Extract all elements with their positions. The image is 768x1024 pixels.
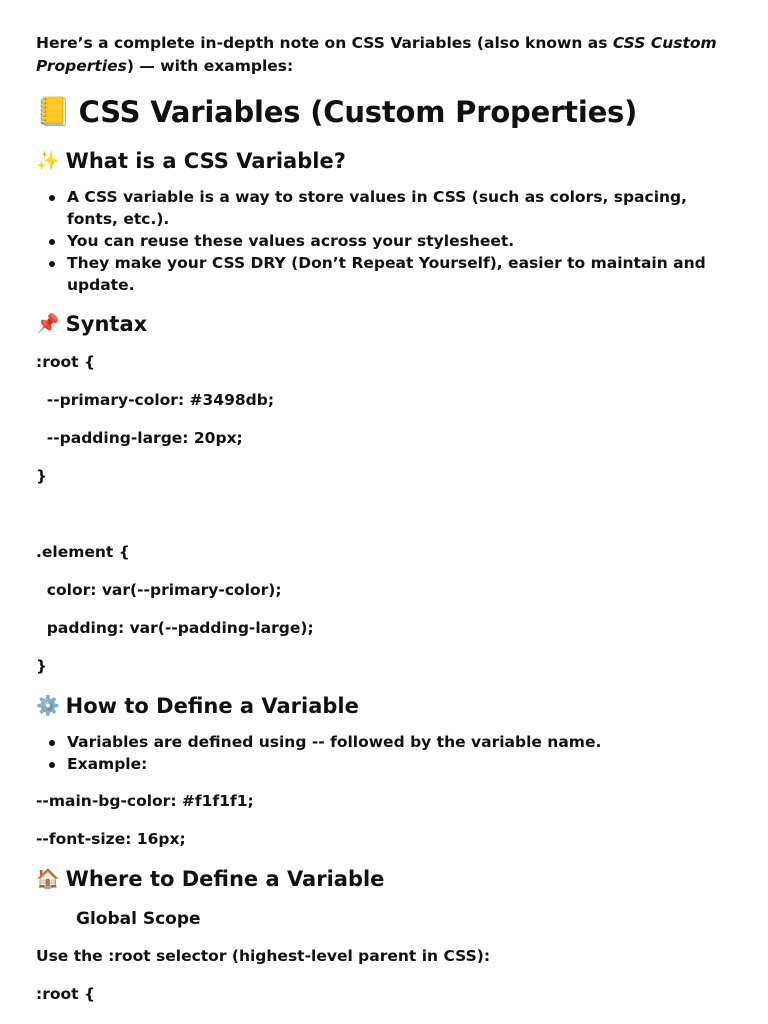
code-line-blank	[36, 503, 736, 525]
document-page	[36, 32, 736, 1005]
list-item: You can reuse these values across your stylesheet.	[67, 230, 736, 252]
list-item: A CSS variable is a way to store values in CSS (such as colors, spacing, fonts, etc.).	[67, 186, 736, 230]
intro-text-end: ) — with examples:	[126, 57, 294, 75]
code-line: :root {	[36, 985, 95, 1003]
code-line: --primary-color: #3498db;	[36, 391, 275, 409]
code-line: color: var(--primary-color);	[36, 581, 282, 599]
code-line: --font-size: 16px;	[36, 830, 186, 848]
section-heading-define	[36, 691, 736, 721]
section-heading-syntax-text: Syntax	[65, 312, 148, 336]
section-heading-where-text: Where to Define a Variable	[65, 867, 385, 891]
intro-paragraph	[36, 32, 736, 78]
page-title	[36, 92, 736, 132]
list-item: Example:	[67, 753, 736, 775]
what-bullet-list	[36, 186, 736, 296]
where-paragraph: Use the :root selector (highest-level parent in CSS):	[36, 947, 491, 965]
gear-icon: ⚙️	[36, 695, 60, 717]
code-line: --main-bg-color: #f1f1f1;	[36, 792, 254, 810]
section-heading-what-text: What is a CSS Variable?	[65, 149, 346, 173]
notebook-icon: 📒	[36, 95, 71, 128]
intro-text-italic: CSS Custom Properties	[36, 34, 717, 75]
syntax-code-block	[36, 351, 736, 677]
section-heading-what	[36, 146, 736, 176]
sparkles-icon: ✨	[36, 150, 60, 172]
house-icon: 🏠	[36, 868, 60, 890]
pushpin-icon: 📌	[36, 313, 60, 335]
code-line: :root {	[36, 353, 95, 371]
code-line: --padding-large: 20px;	[36, 429, 243, 447]
code-line: .element {	[36, 543, 130, 561]
section-heading-where	[36, 864, 736, 894]
code-line: }	[36, 467, 48, 485]
section-heading-define-text: How to Define a Variable	[65, 694, 359, 718]
code-line: padding: var(--padding-large);	[36, 619, 314, 637]
section-heading-syntax	[36, 309, 736, 339]
list-item: Variables are defined using -- followed by the variable name.	[67, 731, 736, 753]
code-line: }	[36, 657, 48, 675]
page-title-text: CSS Variables (Custom Properties)	[78, 95, 638, 129]
define-bullet-list	[36, 731, 736, 775]
subheading-global-scope: Global Scope	[76, 909, 201, 929]
define-code-block	[36, 790, 736, 850]
list-item: They make your CSS DRY (Don’t Repeat Yourself), easier to maintain and update.	[67, 252, 736, 296]
intro-text-start: Here’s a complete in-depth note on CSS Variables (also known as	[36, 34, 613, 52]
